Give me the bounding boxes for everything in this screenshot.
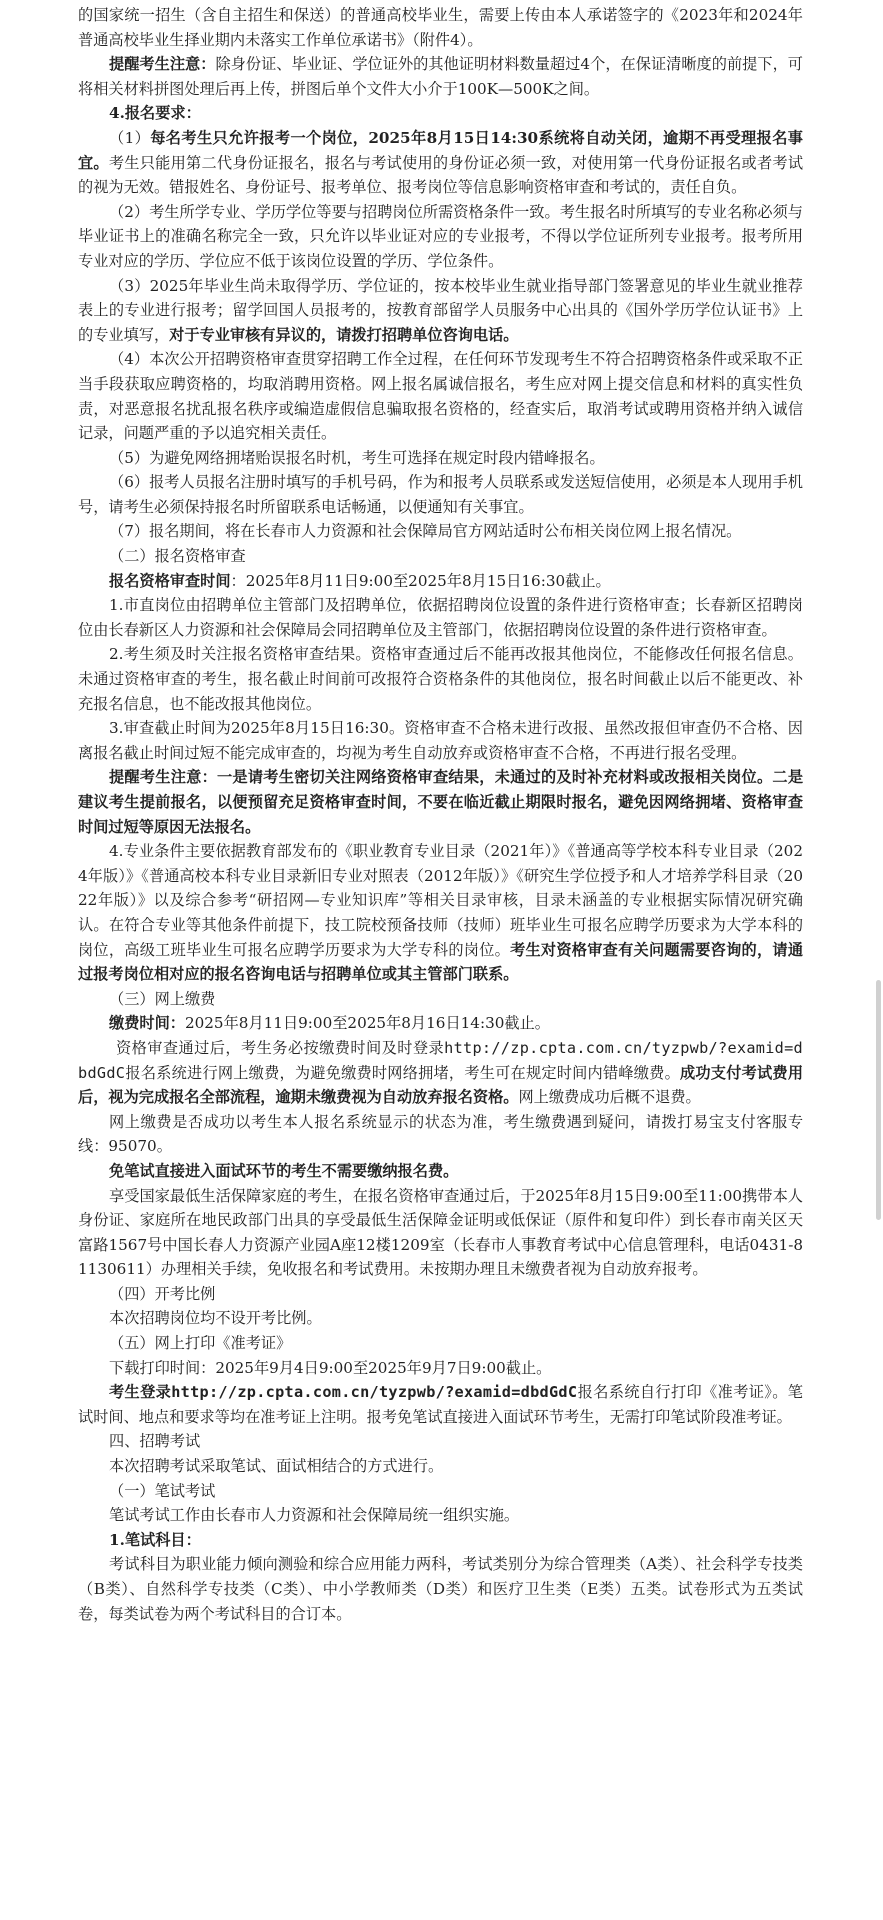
text-run: 缴费时间：: [109, 1014, 185, 1033]
paragraph-p15: [78, 716, 803, 765]
text-run: 的国家统一招生（含自主招生和保送）的普通高校毕业生，需要上传由本人承诺签字的《2023年和2024年普通高校毕业生择业期内未落实工作单位承诺书》（附件4）。: [78, 6, 803, 49]
text-run: （五）网上打印《准考证》: [109, 1334, 292, 1353]
text-run: 考生只能用第二代身份证报名，报名与考试使用的身份证必须一致，对使用第一代身份证报名或者考试的视为无效。错报姓名、身份证号、报考单位、报考岗位等信息影响资格审查和考试的，责任自负。: [78, 153, 804, 197]
text-run: 享受国家最低生活保障家庭的考生，在报名资格审查通过后，于2025年8月15日9:00至11:00携带本人身份证、家庭所在地民政部门出具的享受最低生活保障金证明或低保证（原件和复印件）到长春市南关区天富路1567号中国长春人力资源产业园A座12楼1209室（长春市人事教育考试中心信息管理科，电话0431-81130611）办理相关手续，免收报名和考试费用。未按期办理且未缴费者视为自动放弃报考。: [78, 1186, 803, 1279]
text-run: （3）2025年毕业生尚未取得学历、学位证的，按本校毕业生就业指导部门签署意见的毕业生就业推荐表上的专业进行报考；留学回国人员报考的，按教育部留学人员服务中心出具的《国外学历学位认证书》上的专业填写，: [78, 276, 803, 344]
paragraph-p06: [78, 274, 803, 348]
text-run: （4）本次公开招聘资格审查贯穿招聘工作全过程，在任何环节发现考生不符合招聘资格条件或采取不正当手段获取应聘资格的，均取消聘用资格。网上报名属诚信报名，考生应对网上提交信息和材料的真实性负责，对恶意报名扰乱报名秩序或编造虚假信息骗取报名资格的，经查实后，取消考试或聘用资格并纳入诚信记录，问题严重的予以追究相关责任。: [78, 350, 803, 443]
text-run: 笔试考试工作由长春市人力资源和社会保障局统一组织实施。: [109, 1506, 520, 1525]
paragraph-p21: [78, 1110, 803, 1159]
paragraph-p24: [78, 1282, 803, 1307]
paragraph-p23: [78, 1184, 803, 1282]
paragraph-p28: [78, 1380, 803, 1429]
paragraph-p07: [78, 347, 803, 445]
text-run: 3.审查截止时间为2025年8月15日16:30。资格审查不合格未进行改报、虽然改报但审查仍不合格、因离报名截止时间过短不能完成审查的，均视为考生自动放弃或资格审查不合格，不再进行报名受理。: [78, 719, 803, 762]
text-run: （三）网上缴费: [109, 989, 216, 1008]
url-text: http://zp.cpta.com.cn/tyzpwb/?examid=dbdGdC: [171, 1383, 578, 1402]
text-run: （2）考生所学专业、学历学位等要与招聘岗位所需资格条件一致。考生报名时所填写的专业名称必须与毕业证书上的准确名称完全一致，只允许以毕业证对应的专业报考，不得以学位证所列专业报考。报考所用专业对应的学历、学位应不低于该岗位设置的学历、学位条件。: [78, 202, 803, 270]
paragraph-p32: [78, 1503, 803, 1528]
paragraph-p17: [78, 839, 803, 987]
text-run: 本次招聘岗位均不设开考比例。: [109, 1309, 322, 1328]
text-run: 网上缴费成功后概不退费。: [518, 1088, 701, 1107]
text-run: 资格审查通过后，考生务必按缴费时间及时登录: [116, 1038, 445, 1057]
text-run: 免笔试直接进入面试环节的考生不需要缴纳报名费。: [109, 1161, 459, 1180]
text-run: 网上缴费是否成功以考生本人报名系统显示的状态为准，考生缴费遇到疑问，请拨打易宝支付客服专线：95070。: [78, 1112, 803, 1156]
text-run: 提醒考生注意：: [109, 55, 216, 74]
paragraph-p27: [78, 1356, 803, 1381]
text-run: 对于专业审核有异议的，请拨打招聘单位咨询电话。: [169, 325, 519, 344]
text-run: 报名系统进行网上缴费，为避免缴费时网络拥堵，考生可在规定时间内错峰缴费。: [125, 1063, 680, 1082]
text-run: 除身份证、毕业证、学位证外的其他证明材料数量超过4个，在保证清晰度的前提下，可将相关材料拼图处理后再上传，拼图后单个文件大小介于100K—500K之间。: [78, 55, 803, 98]
text-run: 报名资格审查时间: [109, 571, 231, 590]
paragraph-p01: [78, 3, 803, 52]
paragraph-p25: [78, 1306, 803, 1331]
text-run: （1）: [109, 128, 151, 147]
paragraph-p03: [78, 101, 803, 126]
paragraph-p18: [78, 987, 803, 1012]
paragraph-p20: [78, 1036, 803, 1110]
text-run: 每名考生只允许报考一个岗位，2025年8月15日14:30系统将自动关闭，逾期不再受理报名事宜。: [78, 128, 803, 172]
paragraph-p34: [78, 1552, 803, 1626]
text-run: ：2025年8月11日9:00至2025年8月15日16:30截止。: [230, 571, 611, 590]
text-run: 提醒考生注意：一是请考生密切关注网络资格审查结果，未通过的及时补充材料或改报相关岗位。二是建议考生提前报名，以便预留充足资格审查时间，不要在临近截止期限时报名，避免因网络拥堵、资格审查时间过短等原因无法报名。: [78, 768, 803, 836]
paragraph-p16: [78, 765, 803, 839]
text-run: 本次招聘考试采取笔试、面试相结合的方式进行。: [109, 1457, 444, 1476]
text-run: 下载打印时间：2025年9月4日9:00至2025年9月7日9:00截止。: [109, 1358, 552, 1377]
text-run: （二）报名资格审查: [109, 547, 246, 566]
paragraph-p14: [78, 642, 803, 716]
paragraph-p33: [78, 1528, 803, 1553]
text-run: 考生对资格审查有关问题需要咨询的，请通过报考岗位相对应的报名咨询电话与招聘单位或其主管部门联系。: [78, 940, 804, 984]
paragraph-p30: [78, 1454, 803, 1479]
paragraph-p29: [78, 1429, 803, 1454]
text-run: 1.笔试科目：: [109, 1530, 201, 1549]
paragraph-p04: [78, 126, 803, 200]
text-run: 成功支付考试费用后，视为完成报名全部流程，逾期未缴费视为自动放弃报名资格。: [78, 1063, 804, 1107]
text-run: 4.专业条件主要依据教育部发布的《职业教育专业目录（2021年）》《普通高等学校本科专业目录（2024年版）》《普通高校本科专业目录新旧专业对照表（2012年版）》《研究生学位授予和人才培养学科目录（2022年版）》以及综合参考“研招网—专业知识库”等相关目录审核，目录未涵盖的专业根据实际情况研究确认。在符合专业等其他条件前提下，技工院校预备技师（技师）班毕业生可报名应聘学历要求为大学本科的岗位，高级工班毕业生可报名应聘学历要求为大学专科的岗位。: [78, 842, 803, 959]
text-run: （5）为避免网络拥堵贻误报名时机，考生可选择在规定时段内错峰报名。: [109, 448, 605, 467]
paragraph-p05: [78, 200, 803, 274]
paragraph-p11: [78, 544, 803, 569]
text-run: （7）报名期间，将在长春市人力资源和社会保障局官方网站适时公布相关岗位网上报名情况。: [109, 522, 742, 541]
paragraph-p13: [78, 593, 803, 642]
text-run: （6）报考人员报名注册时填写的手机号码，作为和报考人员联系或发送短信使用，必须是本人现用手机号，请考生必须保持报名时所留联系电话畅通，以便通知有关事宜。: [78, 473, 803, 516]
text-run: （四）开考比例: [109, 1284, 216, 1303]
scrollbar[interactable]: [876, 980, 881, 1220]
text-run: 报名系统自行打印《准考证》。笔试时间、地点和要求等均在准考证上注明。报考免笔试直接进入面试环节考生，无需打印笔试阶段准考证。: [78, 1383, 803, 1426]
text-run: 4.报名要求：: [109, 104, 201, 123]
text-run: 2.考生须及时关注报名资格审查结果。资格审查通过后不能再改报其他岗位，不能修改任何报名信息。未通过资格审查的考生，报名截止时间前可改报符合资格条件的其他岗位，报名时间截止以后不能更改、补充报名信息，也不能改报其他岗位。: [78, 645, 803, 713]
text-run: （一）笔试考试: [109, 1481, 216, 1500]
paragraph-p26: [78, 1331, 803, 1356]
paragraph-p22: [78, 1159, 803, 1184]
text-run: 考生登录: [109, 1383, 172, 1402]
url-text: http://zp.cpta.com.cn/tyzpwb/?examid=dbdGdC: [78, 1038, 803, 1082]
text-run: 考试科目为职业能力倾向测验和综合应用能力两科，考试类别分为综合管理类（A类）、社会科学专技类（B类）、自然科学专技类（C类）、中小学教师类（D类）和医疗卫生类（E类）五类。试卷形式为五类试卷，每类试卷为两个考试科目的合订本。: [78, 1555, 803, 1623]
paragraph-p09: [78, 470, 803, 519]
text-run: 2025年8月11日9:00至2025年8月16日14:30截止。: [184, 1014, 550, 1033]
paragraph-p10: [78, 519, 803, 544]
paragraph-p08: [78, 446, 803, 471]
paragraph-p31: [78, 1479, 803, 1504]
paragraph-p12: [78, 569, 803, 594]
text-run: 1.市直岗位由招聘单位主管部门及招聘单位，依据招聘岗位设置的条件进行资格审查；长春新区招聘岗位由长春新区人力资源和社会保障局会同招聘单位及主管部门，依据招聘岗位设置的条件进行资格审查。: [78, 596, 803, 639]
paragraph-p02: [78, 52, 803, 101]
text-run: 四、招聘考试: [109, 1432, 201, 1451]
paragraph-p19: [78, 1011, 803, 1036]
